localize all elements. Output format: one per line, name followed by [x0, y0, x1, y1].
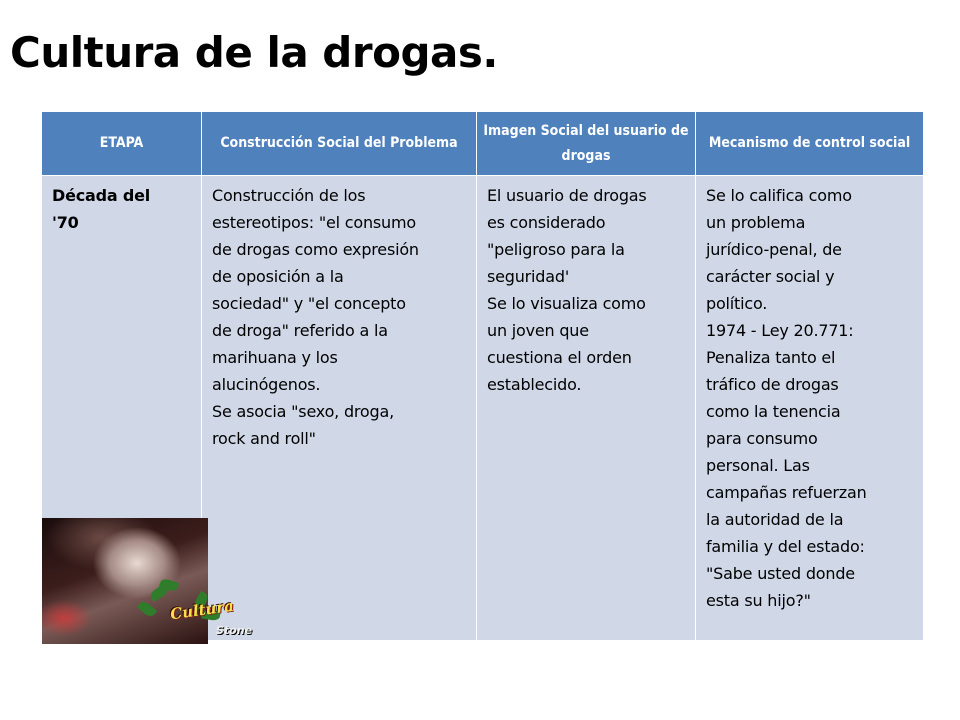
cell-text-line: esta su hijo?" — [706, 591, 811, 610]
cell-text-line: de drogas como expresión — [212, 240, 419, 259]
cell-text-line: "peligroso para la — [487, 240, 625, 259]
cell-text-line: El usuario de drogas — [487, 186, 647, 205]
cell-text-line: "Sabe usted donde — [706, 564, 855, 583]
cell-text-line: alucinógenos. — [212, 375, 321, 394]
cell-text-line: campañas refuerzan — [706, 483, 867, 502]
cell-text-line: estereotipos: "el consumo — [212, 213, 416, 232]
cell-text-line: carácter social y — [706, 267, 835, 286]
album-cover-photo — [42, 518, 253, 644]
cell-text-line: Construcción de los — [212, 186, 366, 205]
cell-text-line: de droga" referido a la — [212, 321, 388, 340]
table-header-row — [42, 112, 924, 176]
cell-text-line: tráfico de drogas — [706, 375, 839, 394]
cell-text-line: como la tenencia — [706, 402, 841, 421]
cell-text-line: un problema — [706, 213, 806, 232]
header-imagen-social: Imagen Social del usuario de drogas — [477, 112, 696, 176]
cell-text-line: Se asocia "sexo, droga, — [212, 402, 394, 421]
cell-text-line: cuestiona el orden — [487, 348, 632, 367]
cell-text-line: seguridad' — [487, 267, 570, 286]
cell-mecanismo-control — [696, 176, 924, 641]
cell-text-line: sociedad" y "el concepto — [212, 294, 406, 313]
cell-text-line: Década del — [52, 186, 151, 205]
cell-text-line: '70 — [52, 213, 79, 232]
cell-text-line: Penaliza tanto el — [706, 348, 836, 367]
header-construccion-social: Construcción Social del Problema — [202, 112, 477, 176]
cell-text-line: personal. Las — [706, 456, 810, 475]
cell-text-line: Se lo visualiza como — [487, 294, 646, 313]
cell-text-line: rock and roll" — [212, 429, 316, 448]
cell-text-line: Se lo califica como — [706, 186, 852, 205]
cell-text-line: es considerado — [487, 213, 606, 232]
slide-title: Cultura de la drogas. — [10, 28, 498, 77]
cell-text-line: familia y del estado: — [706, 537, 865, 556]
cell-text-line: un joven que — [487, 321, 589, 340]
cell-text-line: de oposición a la — [212, 267, 344, 286]
header-mecanismo-control: Mecanismo de control social — [696, 112, 924, 176]
cell-text-line: jurídico-penal, de — [706, 240, 842, 259]
cell-text-line: la autoridad de la — [706, 510, 844, 529]
header-etapa: ETAPA — [42, 112, 202, 176]
cell-imagen-social — [477, 176, 696, 641]
cell-text-line: para consumo — [706, 429, 818, 448]
photo-logo-text: Cultura — [169, 596, 235, 624]
cell-text-line: marihuana y los — [212, 348, 338, 367]
photo-logo-subtext: Stone — [216, 624, 253, 637]
cell-text-line: 1974 - Ley 20.771: — [706, 321, 854, 340]
cell-text-line: político. — [706, 294, 768, 313]
cell-text-line: establecido. — [487, 375, 582, 394]
cell-construccion-social — [202, 176, 477, 641]
